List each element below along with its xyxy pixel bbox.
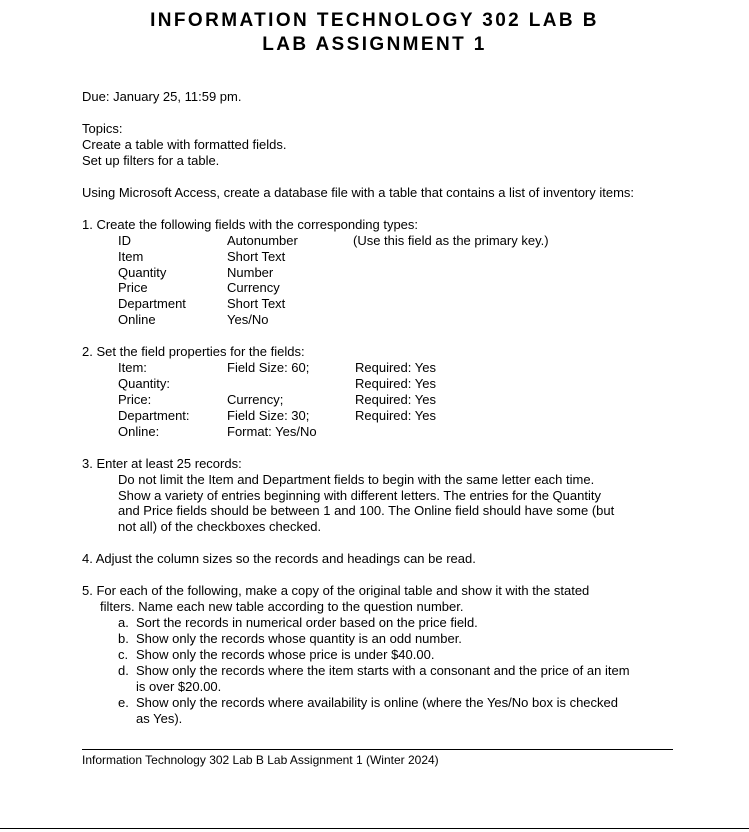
field-note: (Use this field as the primary key.) — [353, 233, 549, 248]
topics-heading: Topics: — [82, 121, 123, 136]
sub-item-text: is over $20.00. — [136, 679, 222, 694]
property-value: Format: Yes/No — [227, 424, 317, 439]
step-1-heading: 1. Create the following fields with the corresponding types: — [82, 217, 419, 232]
field-name: Quantity — [118, 265, 167, 280]
sub-item-text: Sort the records in numerical order based on the price field. — [136, 615, 478, 630]
step-3-line: Do not limit the Item and Department fields to begin with the same letter each time. — [118, 472, 595, 487]
field-type: Short Text — [227, 296, 286, 311]
field-name: Item — [118, 249, 144, 264]
property-value: Field Size: 30; — [227, 408, 310, 423]
topic-item: Set up filters for a table. — [82, 153, 220, 168]
property-value: Currency; — [227, 392, 284, 407]
field-name: Online — [118, 312, 156, 327]
intro-paragraph: Using Microsoft Access, create a database file with a table that contains a list of inventory items: — [82, 185, 635, 200]
field-type: Yes/No — [227, 312, 269, 327]
field-name: Price — [118, 280, 148, 295]
property-required: Required: Yes — [355, 392, 436, 407]
document-subtitle: LAB ASSIGNMENT 1 — [262, 34, 487, 55]
field-name: ID — [118, 233, 131, 248]
step-3-line: and Price fields should be between 1 and 100. The Online field should have some (but — [118, 503, 615, 518]
sub-item-label: d. — [118, 663, 129, 678]
sub-item-text: Show only the records where the item starts with a consonant and the price of an item — [136, 663, 630, 678]
property-field-name: Department: — [118, 408, 190, 423]
footer-text: Information Technology 302 Lab B Lab Assignment 1 (Winter 2024) — [82, 753, 439, 767]
property-field-name: Item: — [118, 360, 147, 375]
sub-item-label: a. — [118, 615, 129, 630]
document-title: INFORMATION TECHNOLOGY 302 LAB B — [150, 10, 599, 31]
field-name: Department — [118, 296, 186, 311]
field-type: Number — [227, 265, 274, 280]
property-value: Field Size: 60; — [227, 360, 310, 375]
step-3-line: Show a variety of entries beginning with different letters. The entries for the Quantity — [118, 488, 601, 503]
sub-item-text: as Yes). — [136, 711, 183, 726]
step-4-heading: 4. Adjust the column sizes so the records and headings can be read. — [82, 551, 476, 566]
sub-item-text: Show only the records whose price is under $40.00. — [136, 647, 435, 662]
property-required: Required: Yes — [355, 408, 436, 423]
field-type: Currency — [227, 280, 280, 295]
field-type: Short Text — [227, 249, 286, 264]
property-field-name: Online: — [118, 424, 160, 439]
step-2-heading: 2. Set the field properties for the fields: — [82, 344, 305, 359]
due-date: Due: January 25, 11:59 pm. — [82, 89, 242, 104]
topic-item: Create a table with formatted fields. — [82, 137, 287, 152]
sub-item-label: e. — [118, 695, 129, 710]
property-required: Required: Yes — [355, 360, 436, 375]
property-required: Required: Yes — [355, 376, 436, 391]
step-3-line: not all) of the checkboxes checked. — [118, 519, 322, 534]
page-bottom-edge — [0, 828, 749, 829]
step-3-heading: 3. Enter at least 25 records: — [82, 456, 242, 471]
sub-item-label: b. — [118, 631, 129, 646]
sub-item-text: Show only the records where availability is online (where the Yes/No box is checked — [136, 695, 618, 710]
step-5-line: filters. Name each new table according to the question number. — [100, 599, 464, 614]
step-5-heading: 5. For each of the following, make a copy of the original table and show it with the stated — [82, 583, 590, 598]
sub-item-text: Show only the records whose quantity is an odd number. — [136, 631, 462, 646]
property-field-name: Price: — [118, 392, 152, 407]
sub-item-label: c. — [118, 647, 129, 662]
property-field-name: Quantity: — [118, 376, 171, 391]
field-type: Autonumber — [227, 233, 298, 248]
footer-divider — [82, 749, 673, 750]
